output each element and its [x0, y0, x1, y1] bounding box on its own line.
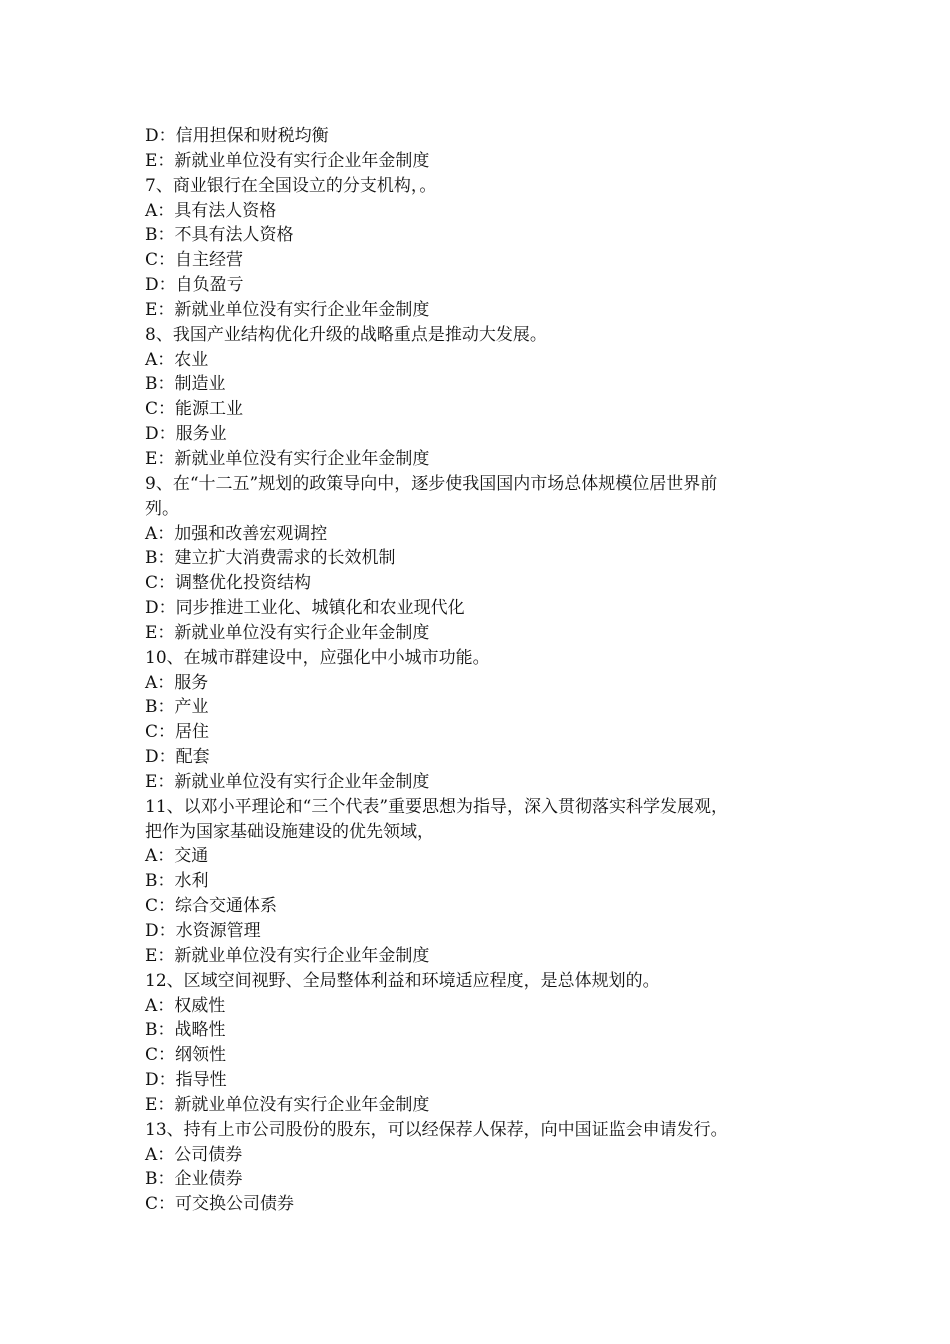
question-text: 12、区域空间视野、全局整体利益和环境适应程度，是总体规划的。: [145, 970, 660, 991]
answer-option: E：新就业单位没有实行企业年金制度: [145, 448, 430, 469]
answer-option: E：新就业单位没有实行企业年金制度: [145, 622, 430, 643]
answer-option: C：综合交通体系: [145, 896, 278, 917]
answer-option: D：水资源管理: [145, 921, 261, 941]
answer-option: C：自主经营: [145, 250, 244, 271]
answer-option: C：调整优化投资结构: [145, 573, 312, 594]
answer-option: E：新就业单位没有实行企业年金制度: [145, 945, 430, 966]
answer-option: D：同步推进工业化、城镇化和农业现代化: [145, 598, 465, 619]
answer-option: D：指导性: [145, 1070, 227, 1091]
answer-option: A：具有法人资格: [145, 200, 277, 221]
answer-option: E：新就业单位没有实行企业年金制度: [145, 771, 430, 792]
answer-option: A：权威性: [145, 995, 226, 1016]
answer-option: C：能源工业: [145, 399, 244, 420]
document-page: [145, 124, 835, 1217]
answer-option: B：企业债券: [145, 1169, 243, 1190]
answer-option: C：可交换公司债券: [145, 1194, 295, 1215]
question-text: 13、持有上市公司股份的股东，可以经保荐人保荐，向中国证监会申请发行。: [145, 1119, 728, 1140]
answer-option: E：新就业单位没有实行企业年金制度: [145, 299, 430, 320]
question-text: 8、我国产业结构优化升级的战略重点是推动大发展。: [145, 324, 547, 345]
answer-option: A：农业: [145, 349, 209, 370]
answer-option: B：战略性: [145, 1020, 226, 1041]
question-text: 9、在“十二五”规划的政策导向中，逐步使我国国内市场总体规模位居世界前: [145, 473, 718, 494]
answer-option: A：公司债券: [145, 1144, 243, 1165]
answer-option: B：产业: [145, 697, 209, 718]
answer-option: B：建立扩大消费需求的长效机制: [145, 548, 396, 569]
answer-option: C：居住: [145, 722, 210, 743]
answer-option: B：制造业: [145, 374, 226, 395]
answer-option: D：自负盈亏: [145, 275, 244, 296]
answer-option: E：新就业单位没有实行企业年金制度: [145, 150, 430, 171]
answer-option: B：不具有法人资格: [145, 225, 294, 246]
answer-option: B：水利: [145, 871, 209, 892]
question-text: 列。: [145, 498, 179, 519]
answer-option: E：新就业单位没有实行企业年金制度: [145, 1094, 430, 1115]
answer-option: D：信用担保和财税均衡: [145, 126, 329, 146]
answer-option: A：服务: [145, 672, 209, 693]
question-text: 把作为国家基础设施建设的优先领域，: [145, 821, 434, 842]
question-text: 10、在城市群建设中，应强化中小城市功能。: [145, 647, 490, 668]
question-text: 7、商业银行在全国设立的分支机构，。: [145, 175, 437, 196]
document-body: [145, 124, 835, 1217]
answer-option: A：交通: [145, 846, 209, 867]
question-text: 11、以邓小平理论和“三个代表”重要思想为指导，深入贯彻落实科学发展观，: [145, 796, 729, 817]
answer-option: D：服务业: [145, 424, 227, 445]
answer-option: C：纲领性: [145, 1045, 227, 1066]
answer-option: A：加强和改善宏观调控: [145, 523, 328, 544]
answer-option: D：配套: [145, 747, 210, 768]
